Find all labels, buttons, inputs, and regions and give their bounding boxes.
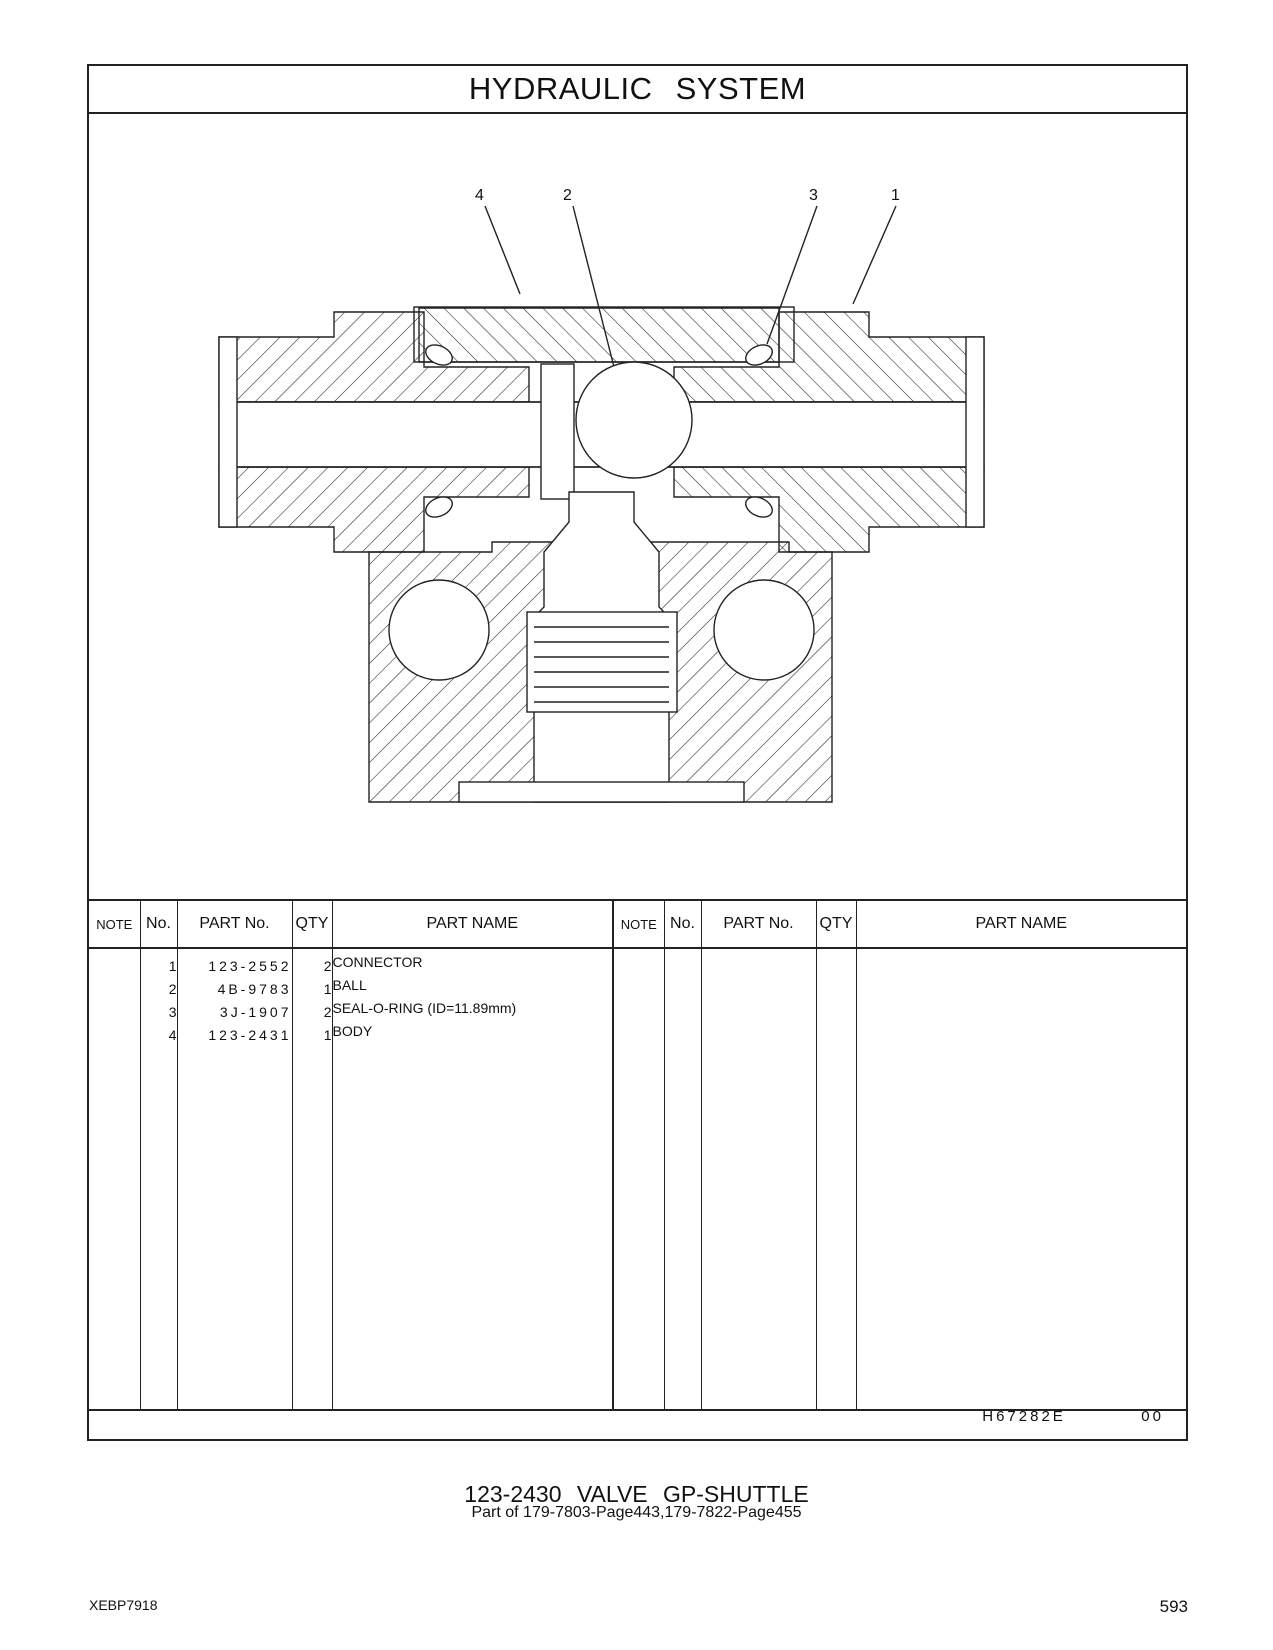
valve-cross-section xyxy=(89,112,1186,899)
note-cells xyxy=(89,948,140,1409)
col-part-no-2: PART No. xyxy=(701,900,816,948)
col-part-no: PART No. xyxy=(177,900,292,948)
exploded-drawing xyxy=(89,112,1186,899)
leader-1 xyxy=(853,206,896,304)
row-qty: 2 xyxy=(323,1004,332,1020)
row-part-name: BODY xyxy=(332,1023,373,1039)
document-code: XEBP7918 xyxy=(89,1597,158,1613)
row-qty: 2 xyxy=(323,958,332,974)
part-no-cells xyxy=(177,948,292,1409)
parts-list-table xyxy=(89,899,1186,1409)
page-title: HYDRAULIC SYSTEM xyxy=(468,71,807,106)
assembly-caption: 123-2430 VALVE GP-SHUTTLE xyxy=(464,1481,809,1507)
row-qty: 1 xyxy=(323,1027,332,1043)
col-part-name: PART NAME xyxy=(332,900,613,948)
col-no-2: No. xyxy=(664,900,701,948)
drawing-code: H67282E 00 xyxy=(982,1408,1164,1425)
row-qty: 1 xyxy=(323,981,332,997)
col-qty: QTY xyxy=(292,900,332,948)
row-no: 2 xyxy=(168,981,177,997)
row-part-no: 3J-1907 xyxy=(219,1004,292,1020)
row-part-no: 123-2431 xyxy=(208,1027,292,1043)
row-part-no: 123-2552 xyxy=(208,958,292,974)
row-part-name: SEAL-O-RING (ID=11.89mm) xyxy=(332,1000,517,1016)
col-note-2: NOTE xyxy=(613,900,664,948)
table-body xyxy=(89,948,1186,1409)
title-bar xyxy=(89,66,1186,114)
callout-2: 2 xyxy=(563,187,572,204)
table-header-row xyxy=(89,900,1186,948)
parts-sheet-frame xyxy=(87,64,1188,1441)
col-qty-2: QTY xyxy=(816,900,856,948)
callout-4: 4 xyxy=(475,187,484,204)
row-no: 4 xyxy=(168,1027,177,1043)
callout-3: 3 xyxy=(809,187,818,204)
callout-1: 1 xyxy=(891,187,900,204)
assembly-reference: Part of 179-7803-Page443,179-7822-Page455 xyxy=(471,1504,802,1521)
no-cells xyxy=(140,948,177,1409)
col-part-name-2: PART NAME xyxy=(856,900,1186,948)
row-part-no: 4B-9783 xyxy=(217,981,292,997)
leader-4 xyxy=(485,206,520,294)
row-part-name: BALL xyxy=(332,977,367,993)
col-note: NOTE xyxy=(89,900,140,948)
row-part-name: CONNECTOR xyxy=(332,954,423,970)
col-no: No. xyxy=(140,900,177,948)
part-name-cells xyxy=(332,948,613,1409)
row-no: 3 xyxy=(168,1004,177,1020)
page-number: 593 xyxy=(1159,1597,1188,1616)
row-no: 1 xyxy=(168,958,177,974)
qty-cells xyxy=(292,948,332,1409)
